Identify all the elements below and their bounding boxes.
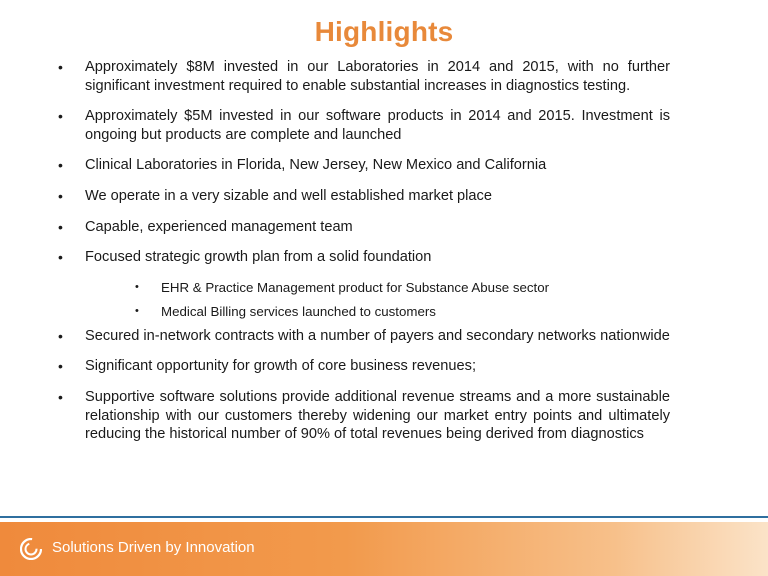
list-item [58,218,670,237]
bullet-glyph: • [135,280,139,293]
bullet-glyph: • [135,304,139,317]
footer-banner [0,522,768,576]
list-item-text: Approximately $8M invested in our Laboratories in 2014 and 2015, with no further significant investment required to enable substantial increases in diagnostics testing. [85,59,670,94]
list-item [58,107,670,144]
list-item-text: Capable, experienced management team [85,218,353,235]
list-item [58,357,670,376]
list-item [58,156,670,175]
list-item-text: Approximately $5M invested in our software products in 2014 and 2015. Investment is ongoing but products are complete and launched [85,108,670,143]
bullet-glyph: • [58,157,63,174]
sub-list-item-text: EHR & Practice Management product for Substance Abuse sector [161,279,550,295]
swirl-logo-icon [20,538,42,560]
bullet-glyph: • [58,388,63,405]
bullet-glyph: • [58,59,63,75]
list-item [58,187,670,206]
sub-list-item [135,303,670,320]
sub-list-item-text: Medical Billing services launched to customers [161,303,436,319]
list-item [58,388,670,444]
list-item-text: Supportive software solutions provide additional revenue streams and a more sustainable relationship with our customers thereby widening our market entry points and ultimately reducing the historical number of 90% of total revenues being derived from diagnostics [85,388,670,443]
list-item [58,327,670,346]
list-item-text: Significant opportunity for growth of core business revenues; [85,358,477,375]
bullet-glyph: • [58,218,63,235]
list-item-text: Focused strategic growth plan from a solid foundation [85,249,432,266]
list-item [58,248,670,267]
slide-title: Highlights [314,16,454,47]
bullet-glyph: • [58,249,63,266]
bullet-glyph: • [58,358,63,375]
list-item-text: Secured in-network contracts with a number of payers and secondary networks nationwide [85,327,670,344]
highlights-list [58,58,670,450]
list-item [58,58,670,95]
bullet-glyph: • [58,327,63,344]
list-item-text: We operate in a very sizable and well established market place [85,187,492,204]
footer-divider [0,516,768,518]
sub-list-item [135,279,670,296]
bullet-glyph: • [58,187,63,204]
footer-tagline: Solutions Driven by Innovation [52,539,255,556]
list-item-text: Clinical Laboratories in Florida, New Jersey, New Mexico and California [85,157,547,174]
bullet-glyph: • [58,108,63,125]
